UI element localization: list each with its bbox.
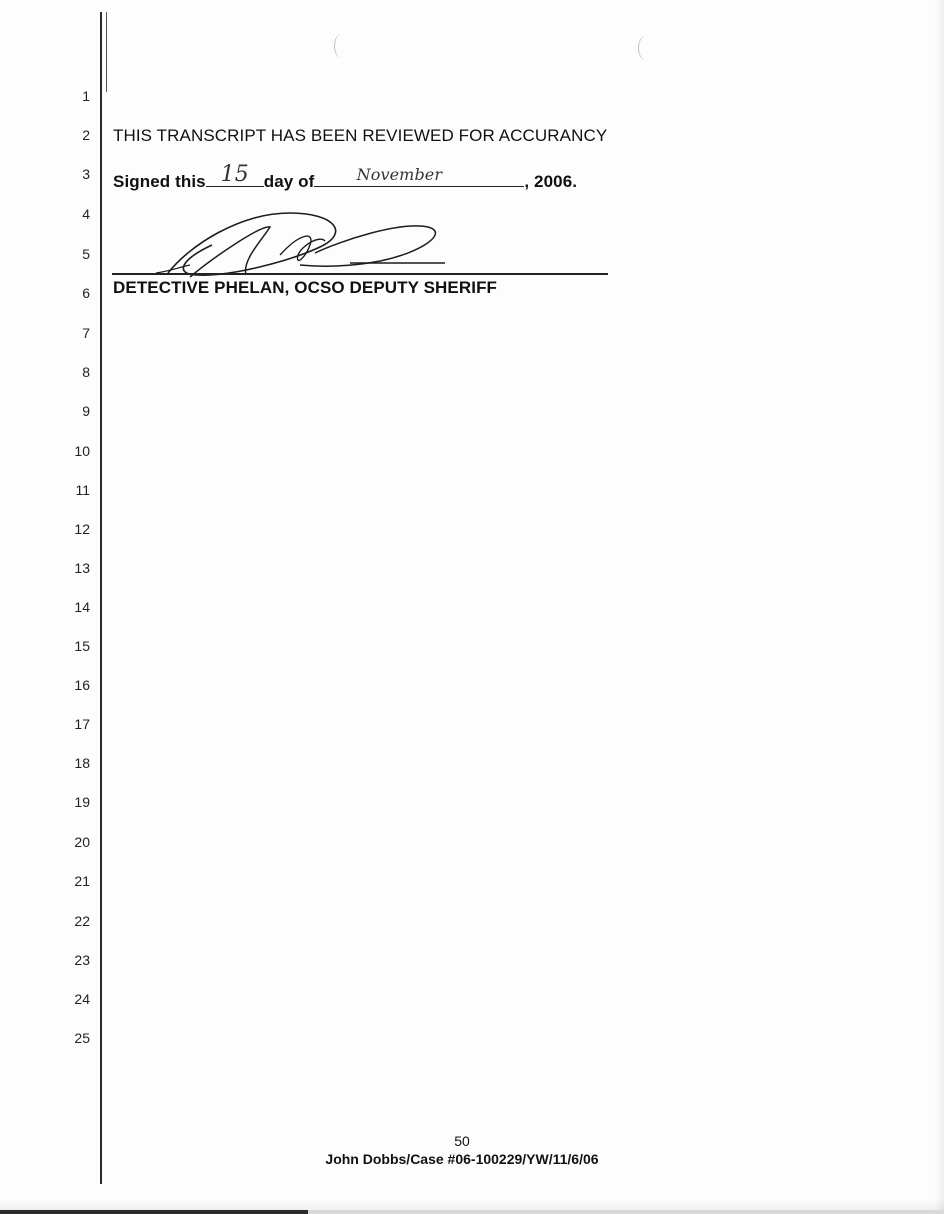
line-number: 2 <box>82 127 90 143</box>
punch-hole-mark-right <box>638 36 653 60</box>
line-number: 6 <box>82 285 90 301</box>
line-number: 8 <box>82 364 90 380</box>
signatory-name: DETECTIVE PHELAN, OCSO DEPUTY SHERIFF <box>113 278 498 297</box>
signature-rule <box>112 273 608 275</box>
month-blank <box>314 165 524 187</box>
line-number: 23 <box>74 952 90 968</box>
day-blank <box>206 162 264 187</box>
page-edge-shadow <box>934 0 944 1214</box>
line-number: 25 <box>74 1030 90 1046</box>
line-number: 5 <box>82 246 90 262</box>
line-number: 10 <box>74 443 90 459</box>
signed-prefix: Signed this <box>113 172 206 191</box>
line-number: 18 <box>74 755 90 771</box>
review-statement: THIS TRANSCRIPT HAS BEEN REVIEWED FOR ACCURANCY <box>113 126 608 145</box>
line-number: 13 <box>74 560 90 576</box>
line-number: 17 <box>74 716 90 732</box>
page-number: 50 <box>454 1133 470 1149</box>
line-number: 16 <box>74 677 90 693</box>
line-number: 4 <box>82 206 90 222</box>
signed-suffix: , 2006. <box>524 172 578 191</box>
case-reference: John Dobbs/Case #06-100229/YW/11/6/06 <box>325 1151 599 1167</box>
month-handwritten: November <box>356 165 443 184</box>
line-number: 7 <box>82 325 90 341</box>
line-number: 22 <box>74 913 90 929</box>
line-number: 15 <box>74 638 90 654</box>
line-number: 11 <box>75 482 90 498</box>
day-handwritten: 15 <box>220 162 249 187</box>
punch-hole-mark-left <box>334 34 349 58</box>
line-number: 24 <box>74 991 90 1007</box>
line-number: 19 <box>74 794 90 810</box>
bottom-edge-dark-segment <box>0 1210 308 1214</box>
line-number: 1 <box>82 88 90 104</box>
line-number: 21 <box>74 873 90 889</box>
line-number: 12 <box>74 521 90 537</box>
signed-date-line <box>113 162 578 192</box>
left-margin-rule-inner <box>106 12 107 92</box>
bottom-edge-bar <box>0 1210 944 1214</box>
line-number: 9 <box>82 403 90 419</box>
left-margin-rule <box>100 12 102 1184</box>
line-number: 14 <box>74 599 90 615</box>
signed-middle: day of <box>263 172 315 191</box>
line-number: 3 <box>82 166 90 182</box>
line-number: 20 <box>74 834 90 850</box>
